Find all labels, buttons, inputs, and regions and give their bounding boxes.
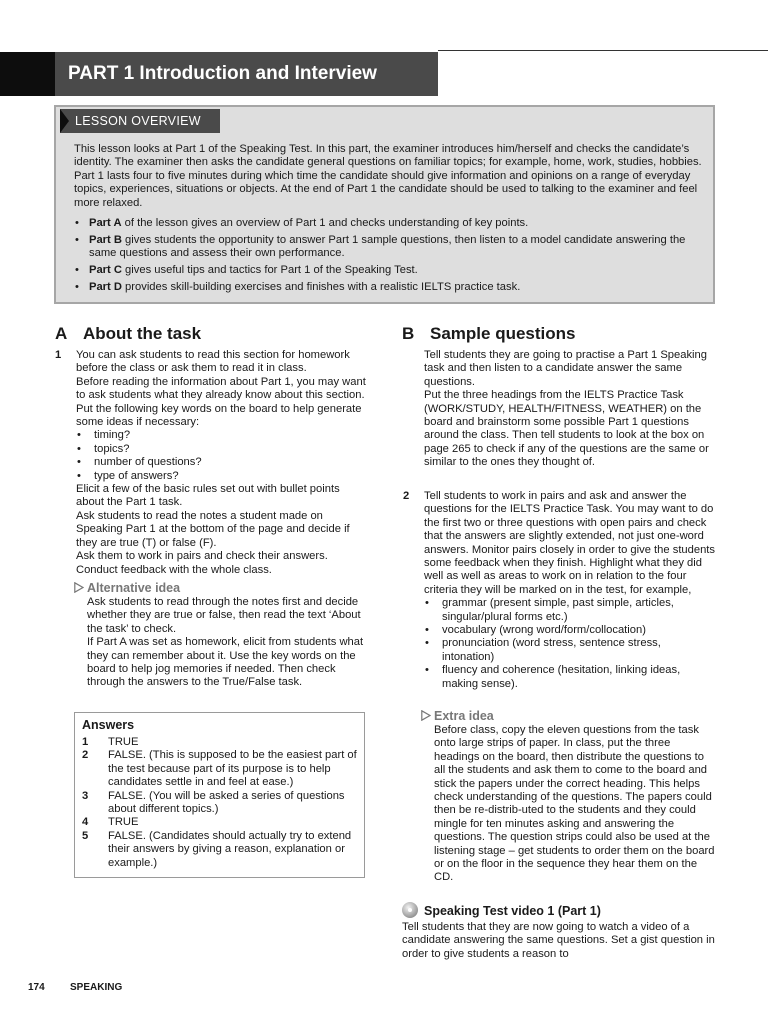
overview-intro: This lesson looks at Part 1 of the Speaking Test. In this part, the examiner introduces him/herself and checks the candidate’s identity. The examiner then asks the candidate general questions on familiar topics; for example, home, work, studies, hobbies. Part 1 lasts four to five minutes during which time the candidate should give information and opinions on a range of everyday topics, experiences, situations or objects. At the end of Part 1 the candidate should be used to talking to the examiner and feel more relaxed. [74, 143, 702, 209]
triangle-outline-icon [74, 582, 84, 593]
overview-item-text: provides skill-building exercises and finishes with a realistic IELTS practice task. [121, 281, 521, 294]
header-black-block [0, 52, 55, 96]
alternative-idea-title: Alternative idea [87, 581, 181, 595]
section-b-title: Sample questions [430, 324, 576, 343]
keyword-item: • topics? [76, 443, 368, 456]
page-number: 174 [28, 982, 45, 993]
answer-text: FALSE. (Candidates should actually try to extend their answers by giving a reason, explanation or example.) [108, 829, 352, 869]
criteria-item: • fluency and coherence (hesitation, linking ideas, making sense). [424, 664, 716, 691]
overview-item [74, 217, 704, 230]
overview-item-text: gives students the opportunity to answer Part 1 sample questions, then listen to a model candidate answering the same questions and assess their own performance. [89, 233, 686, 260]
answer-item [82, 736, 357, 749]
overview-item [74, 234, 704, 261]
answer-item [82, 749, 357, 789]
footer-section: SPEAKING [70, 982, 123, 993]
section-b-part1 [424, 349, 716, 470]
cd-icon [402, 902, 418, 918]
alternative-idea-heading [74, 581, 368, 596]
triangle-outline-icon [421, 710, 431, 721]
section-a-body [55, 349, 368, 577]
answer-text: TRUE [108, 736, 139, 748]
answer-number: 5 [82, 829, 89, 842]
answer-number: 2 [82, 749, 89, 762]
section-a-paragraph: Elicit a few of the basic rules set out with bullet points about the Part 1 task. [76, 483, 340, 509]
criteria-item: • vocabulary (wrong word/form/collocation) [424, 624, 716, 637]
answer-text: FALSE. (This is supposed to be the easiest part of the test because part of its purpose is to help candidates settle in and feel at ease.) [108, 749, 357, 789]
lesson-overview-tag: LESSON OVERVIEW [60, 109, 220, 133]
page-title: PART 1 Introduction and Interview [55, 52, 438, 96]
extra-idea-title: Extra idea [434, 709, 494, 723]
overview-item-text: gives useful tips and tactics for Part 1 of the Speaking Test. [121, 264, 418, 277]
section-b-paragraph: Tell students they are going to practise a Part 1 Speaking task and then listen to a candidate answer the same questions. [424, 349, 707, 388]
section-a-paragraph: Ask students to read the notes a student made on Speaking Part 1 at the bottom of the page and decide if they are true (T) or false (F). [76, 509, 350, 549]
section-a-heading [55, 324, 201, 344]
criteria-item: • pronunciation (word stress, sentence stress, intonation) [424, 637, 716, 664]
section-a-letter: A [55, 324, 68, 343]
section-b-part2 [403, 490, 716, 691]
item-number: 1 [55, 349, 62, 361]
video-title: Speaking Test video 1 (Part 1) [424, 904, 601, 918]
answer-number: 1 [82, 736, 89, 748]
alternative-idea [74, 581, 368, 690]
answer-item [82, 790, 357, 817]
header-rule [438, 50, 768, 51]
section-a-paragraph: You can ask students to read this section for homework before the class or ask them to read it in class. [76, 349, 350, 375]
criteria-list [424, 597, 716, 691]
extra-idea-text: Before class, copy the eleven questions from the task onto large strips of paper. In class, put the three headings on the board, then distribute the questions to all the students and ask them to come to the board and stick the papers under the correct heading. This helps check understanding of the questions. The papers could then be re-distrib-uted to the students and they could mingle for ten minutes asking and answering the questions. The question strips could also be used at the listening stage – get students to order them on the board or on the floor in the sequence they hear them on the CD. [434, 724, 715, 884]
overview-list [74, 217, 704, 298]
section-b-paragraph: Put the three headings from the IELTS Practice Task (WORK/STUDY, HEALTH/FITNESS, WEATHER) on the board and brainstorm some possible Part 1 questions around the class. Then tell students to look at the box on page 265 to check if any of the questions are the same or similar to the ones they thought of. [424, 389, 709, 469]
overview-item-text: of the lesson gives an overview of Part 1 and checks understanding of key points. [121, 217, 529, 229]
item-number: 2 [403, 490, 410, 502]
section-a-paragraph: Ask them to work in pairs and check their answers. Conduct feedback with the whole class. [76, 550, 328, 576]
criteria-item: • grammar (present simple, past simple, articles, singular/plural forms etc.) [424, 597, 716, 624]
overview-item-label: Part C [89, 264, 122, 277]
keyword-item: • timing? [76, 429, 368, 442]
alternative-idea-paragraph: If Part A was set as homework, elicit from students what they can remember about it. Use the key words on the board to help jog memories if needed. Then check through the answers to the True/False task. [87, 636, 364, 689]
alternative-idea-body [74, 596, 368, 690]
answer-number: 3 [82, 789, 89, 802]
answer-item [82, 816, 357, 829]
section-a-paragraph: Before reading the information about Part 1, you may want to ask students what they already know about this section. Put the following key words on the board to help generate some ideas if necessary: [76, 375, 366, 429]
answer-text: TRUE [108, 816, 139, 829]
video-heading [402, 902, 601, 918]
alternative-idea-paragraph: Ask students to read through the notes first and decide whether they are true or false, then read the text ‘About the task’ to check. [87, 596, 361, 635]
section-b-paragraph: Tell students to work in pairs and ask and answer the questions for the IELTS Practice Task. You may want to do the first two or three questions with open pairs and check that the answers are slightly extended, not just one-word answers. Monitor pairs closely in order to give the students some feedback when they finish. Highlight what they did well as well as areas to work on in relation to the four criteria they will be marked on in the test, for example, [424, 490, 716, 596]
keyword-list [76, 429, 368, 483]
overview-item-label: Part D [89, 281, 122, 294]
overview-item [74, 281, 704, 294]
overview-item [74, 264, 704, 277]
video-text: Tell students that they are now going to watch a video of a candidate answering the same questions. Set a gist question in order to give students a reason to [402, 921, 715, 960]
lesson-overview-box [54, 105, 715, 304]
keyword-item: • type of answers? [76, 470, 368, 483]
answers-title: Answers [82, 718, 135, 732]
section-b-letter: B [402, 324, 415, 343]
overview-item-label: Part A [89, 217, 122, 229]
extra-idea [421, 709, 716, 885]
answer-text: FALSE. (You will be asked a series of questions about different topics.) [108, 789, 345, 816]
answers-list [82, 736, 357, 870]
extra-idea-heading [421, 709, 716, 724]
answer-item [82, 830, 357, 870]
keyword-item: • number of questions? [76, 456, 368, 469]
overview-item-label: Part B [89, 233, 122, 246]
section-a-title: About the task [83, 324, 202, 343]
answer-number: 4 [82, 816, 89, 829]
section-b-heading [402, 324, 575, 344]
answers-box [74, 712, 365, 878]
